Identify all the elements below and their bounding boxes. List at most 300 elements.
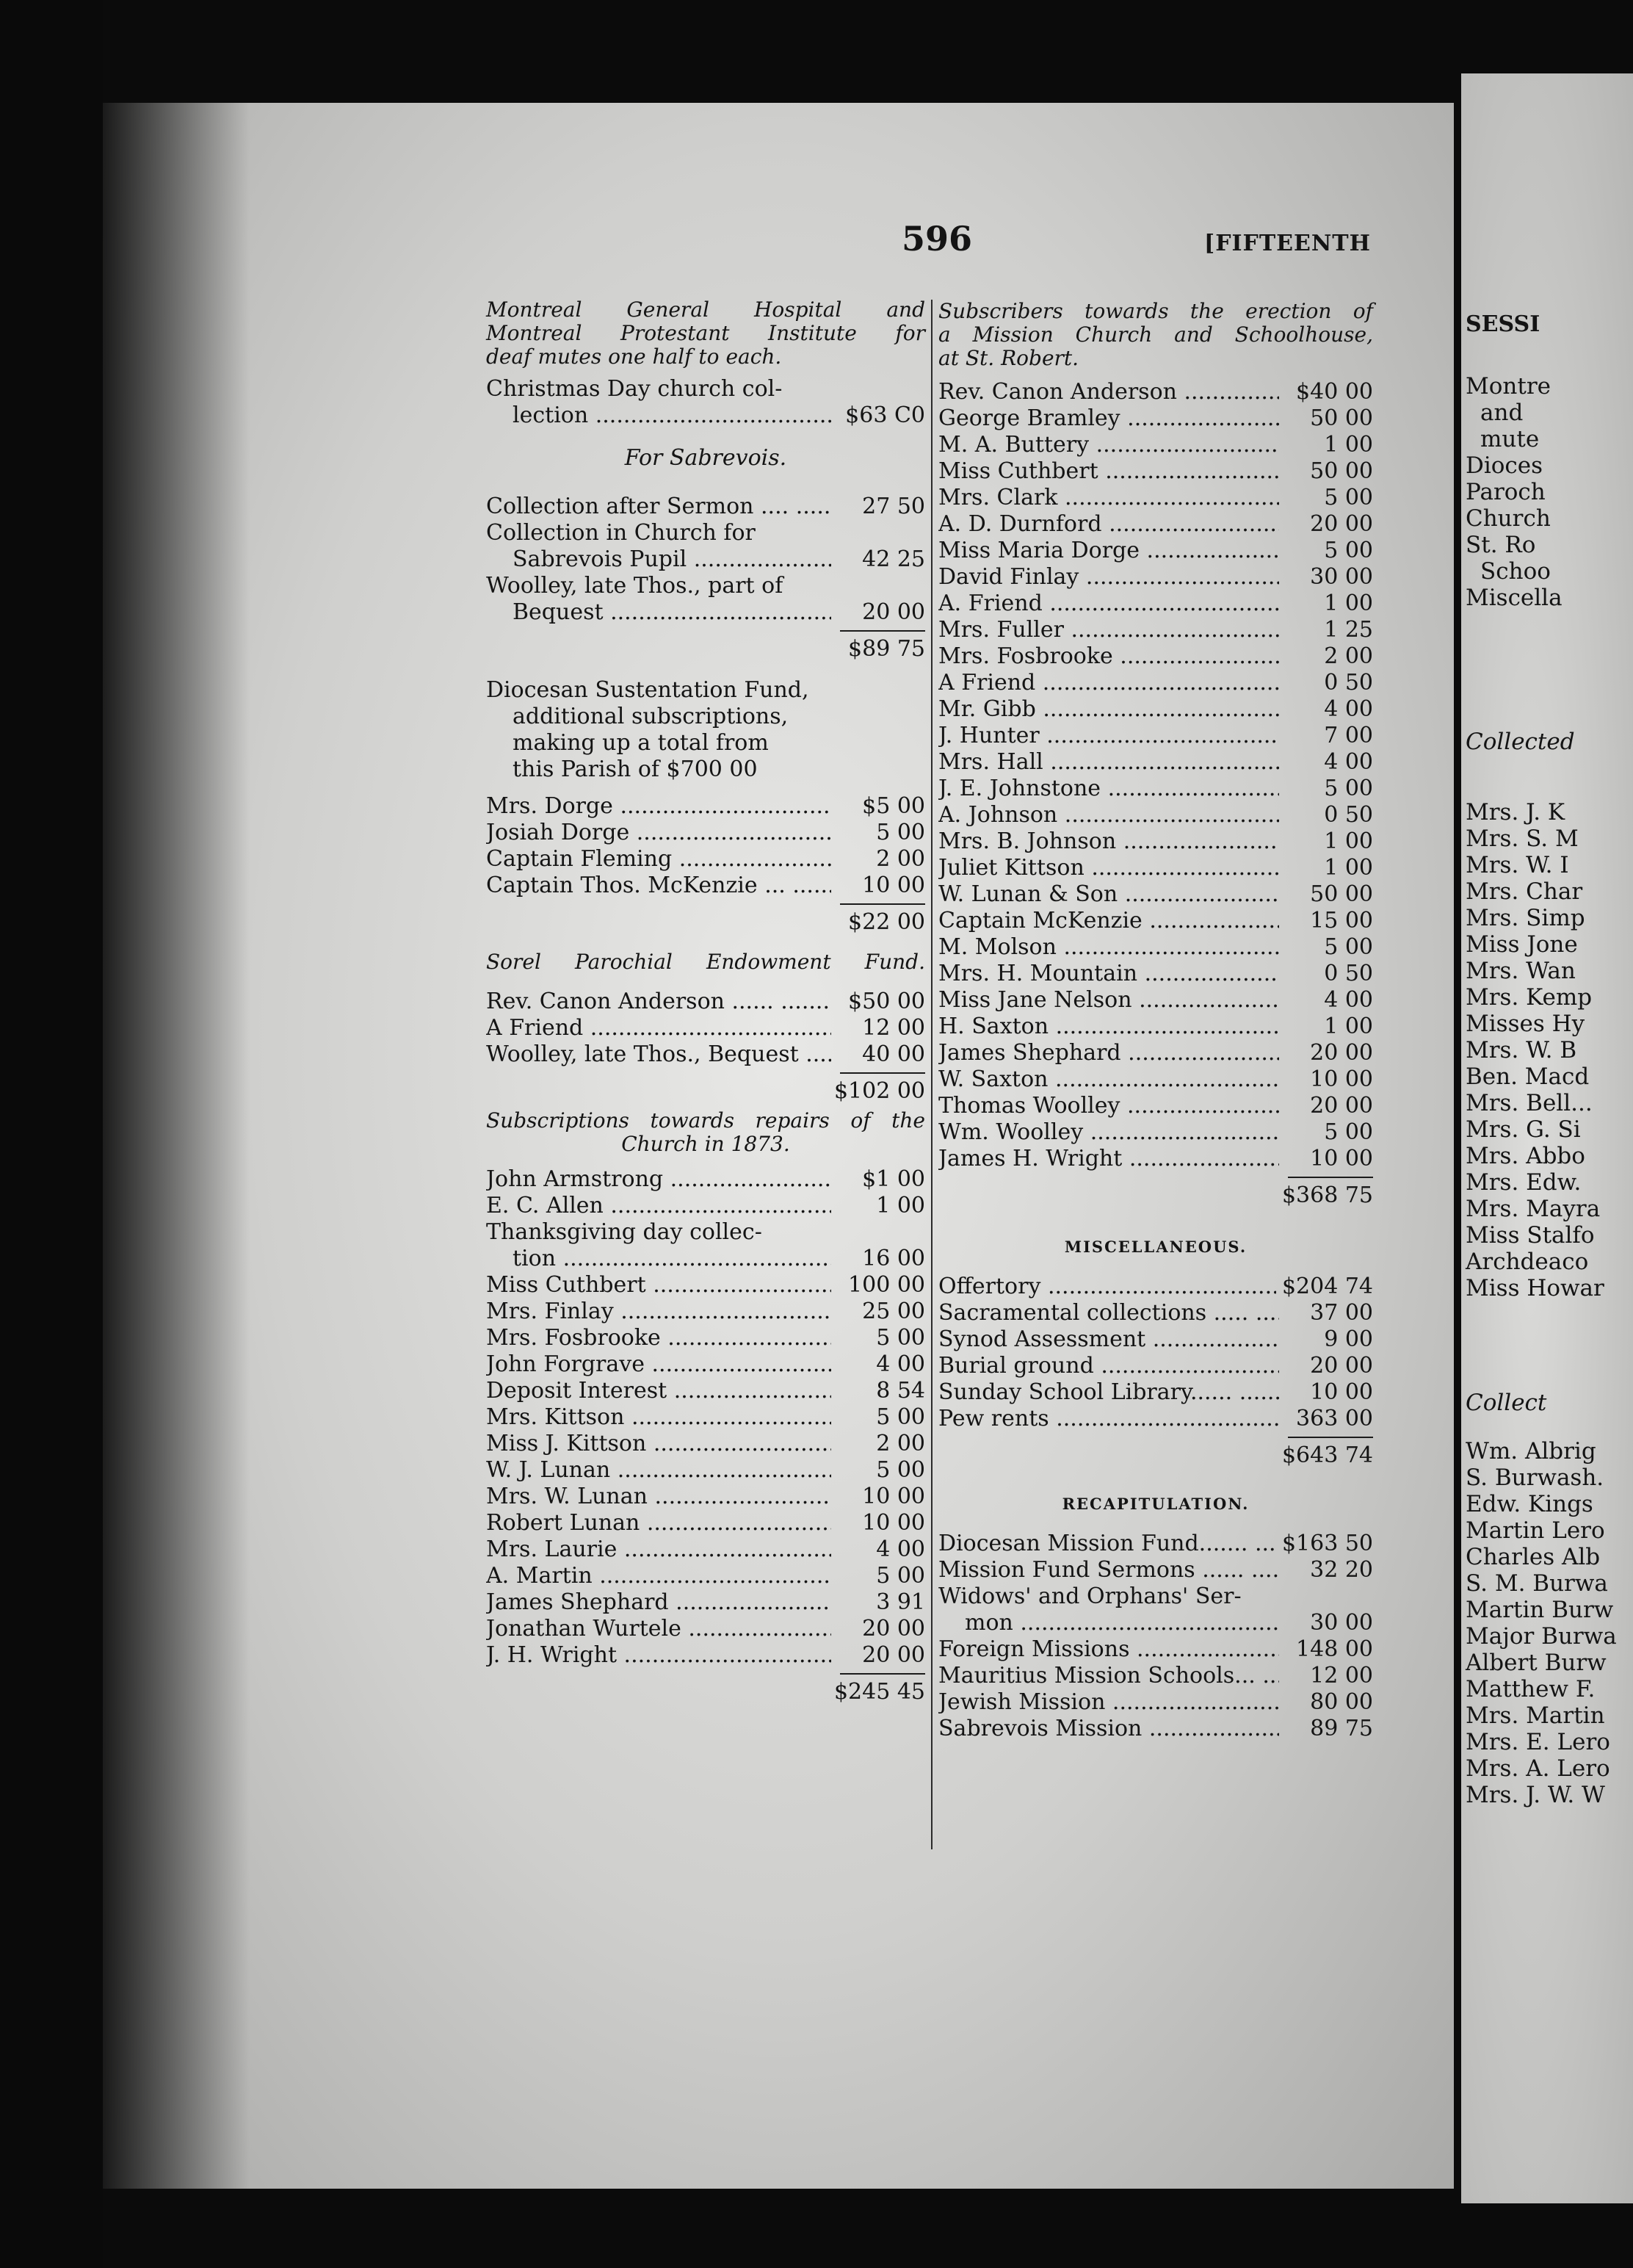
entry-amount: 1 00 — [1324, 432, 1373, 458]
entry-row — [938, 1274, 1373, 1300]
entry-amount: 20 00 — [862, 1642, 925, 1668]
facing-page-line: Charles Alb — [1466, 1544, 1601, 1570]
facing-running-head: SESSI — [1466, 311, 1540, 337]
entry-row — [486, 1563, 925, 1589]
entry-amount: 4 00 — [1324, 987, 1373, 1013]
entry-row — [938, 1716, 1373, 1742]
entry-name: James H. Wright ..... — [938, 1146, 1279, 1172]
facing-page-line: Mrs. Bell... — [1466, 1090, 1593, 1116]
entry-name: Mrs. W. Lunan ..... — [486, 1484, 831, 1510]
entry-row — [938, 828, 1373, 855]
entry-row — [486, 1589, 925, 1616]
entry-name: James Shephard ..... — [938, 1040, 1279, 1066]
entry-amount: 0 50 — [1324, 670, 1373, 696]
entry-row — [938, 723, 1373, 749]
entry-row — [486, 1616, 925, 1642]
entry-row — [938, 1146, 1373, 1172]
total-rule — [840, 1072, 925, 1074]
entry-name: Jonathan Wurtele ..... — [486, 1616, 831, 1642]
entry-amount: 2 00 — [876, 1431, 925, 1456]
entry-row — [938, 1557, 1373, 1583]
entry-name: J. Hunter ..... — [938, 723, 1279, 749]
entry-amount: 3 91 — [876, 1589, 925, 1615]
entry-name: George Bramley ..... — [938, 405, 1279, 432]
entry-name: M. A. Buttery ..... — [938, 432, 1279, 458]
facing-page-line: Ben. Macd — [1466, 1063, 1590, 1090]
entry-name: Mrs. Clark ..... — [938, 485, 1279, 511]
entry-row — [938, 458, 1373, 485]
hospital-heading-1: Montreal General Hospital and — [486, 297, 925, 322]
entry-row — [938, 1406, 1373, 1432]
entry-amount: 20 00 — [1310, 1040, 1373, 1066]
page-number: 596 — [902, 219, 973, 259]
diocesan-line-2: additional subscriptions, — [513, 704, 789, 729]
total-rule — [840, 903, 925, 905]
entry-row — [486, 520, 925, 546]
entry-name: Josiah Dorge ..... — [486, 820, 831, 846]
entry-name: A. Friend ..... — [938, 591, 1279, 617]
entry-row — [938, 987, 1373, 1014]
entry-row — [486, 599, 925, 626]
entry-row — [486, 989, 925, 1015]
entry-name: W. Saxton ..... — [938, 1066, 1279, 1093]
entry-amount: 1 00 — [1324, 591, 1373, 616]
entry-amount: $50 00 — [848, 989, 925, 1014]
facing-page-line: Mrs. G. Si — [1466, 1116, 1581, 1143]
entry-row — [938, 432, 1373, 458]
entry-amount: 16 00 — [862, 1246, 925, 1271]
entry-amount: 50 00 — [1310, 458, 1373, 484]
entry-name: Captain McKenzie ..... — [938, 908, 1279, 934]
entry-amount: 4 00 — [1324, 696, 1373, 722]
entry-amount: 5 00 — [1324, 485, 1373, 510]
entry-name: Collection in Church for — [486, 520, 756, 546]
entry-row — [486, 1431, 925, 1457]
mission-list — [938, 379, 1373, 1172]
entry-row — [938, 1610, 1373, 1636]
entry-name: Sunday School Library...... ..... — [938, 1379, 1279, 1406]
entry-name: Wm. Woolley ..... — [938, 1119, 1279, 1146]
facing-page-line: Mrs. Martin — [1466, 1702, 1605, 1729]
entry-amount: 5 00 — [876, 1325, 925, 1351]
entry-row — [938, 749, 1373, 776]
entry-row — [938, 1014, 1373, 1040]
facing-page-line: Mrs. Simp — [1466, 905, 1585, 931]
entry-name: A Friend ..... — [486, 1015, 831, 1041]
entry-name: Miss Jane Nelson ..... — [938, 987, 1279, 1014]
entry-amount: 20 00 — [1310, 1093, 1373, 1119]
entry-amount: 10 00 — [1310, 1066, 1373, 1092]
entry-name: W. J. Lunan ..... — [486, 1457, 831, 1484]
facing-page-line: Mrs. S. M — [1466, 826, 1579, 852]
entry-name: Mrs. H. Mountain ..... — [938, 961, 1279, 987]
entry-amount: 4 00 — [876, 1536, 925, 1562]
entry-row — [938, 1531, 1373, 1557]
entry-amount: 42 25 — [862, 546, 925, 572]
entry-name: Offertory ..... — [938, 1274, 1276, 1300]
facing-page-line: Mrs. Mayra — [1466, 1196, 1601, 1222]
entry-name: E. C. Allen ..... — [486, 1193, 831, 1219]
entry-name: Thomas Woolley ..... — [938, 1093, 1279, 1119]
entry-name: Rev. Canon Anderson ...... ..... — [486, 989, 831, 1015]
entry-row — [486, 1510, 925, 1536]
entry-name: Mrs. Dorge ..... — [486, 793, 831, 820]
entry-amount: 5 00 — [1324, 934, 1373, 960]
facing-page-line: Paroch — [1466, 479, 1546, 505]
entry-amount: 1 25 — [1324, 617, 1373, 643]
total-rule — [840, 1673, 925, 1675]
entry-row — [938, 538, 1373, 564]
entry-row — [486, 793, 925, 820]
facing-page-line: Miss Howar — [1466, 1275, 1604, 1301]
entry-name: W. Lunan & Son ..... — [938, 881, 1279, 908]
mission-heading-1: Subscribers towards the erection of — [938, 299, 1373, 323]
entry-name: Mauritius Mission Schools... ..... — [938, 1663, 1279, 1689]
entry-row — [938, 1689, 1373, 1716]
entry-name: Captain Fleming ..... — [486, 846, 831, 873]
hospital-heading-3: deaf mutes one half to each. — [486, 344, 782, 369]
entry-row — [486, 1351, 925, 1378]
entry-amount: 10 00 — [1310, 1146, 1373, 1171]
entry-name: Mr. Gibb ..... — [938, 696, 1279, 723]
entry-amount: 5 00 — [876, 1457, 925, 1483]
facing-page-line: Mrs. J. W. W — [1466, 1782, 1605, 1808]
facing-page-line: Mrs. W. I — [1466, 852, 1569, 878]
entry-name: James Shephard ..... — [486, 1589, 831, 1616]
entry-amount: 8 54 — [876, 1378, 925, 1404]
mission-heading-3: at St. Robert. — [938, 346, 1079, 370]
entry-amount: 30 00 — [1310, 564, 1373, 590]
facing-page-line: mute — [1480, 426, 1540, 452]
entry-row — [938, 961, 1373, 987]
entry-name: Widows' and Orphans' Ser- — [938, 1583, 1242, 1609]
entry-name: Sabrevois Mission ..... — [938, 1716, 1279, 1742]
entry-name: Juliet Kittson ..... — [938, 855, 1279, 881]
entry-row — [938, 1636, 1373, 1663]
total-rule — [1288, 1437, 1373, 1438]
mission-heading-2: a Mission Church and Schoolhouse, — [938, 322, 1373, 347]
entry-amount: 0 50 — [1324, 802, 1373, 828]
entry-amount: 12 00 — [1310, 1663, 1373, 1689]
entry-amount: 37 00 — [1310, 1300, 1373, 1326]
entry-amount: 2 00 — [876, 846, 925, 872]
entry-row — [938, 1066, 1373, 1093]
entry-row — [938, 485, 1373, 511]
entry-name: Mrs. Hall ..... — [938, 749, 1279, 776]
repairs-heading-1: Subscriptions towards repairs of the — [486, 1108, 925, 1133]
entry-amount: 5 00 — [876, 1563, 925, 1589]
entry-row — [938, 643, 1373, 670]
entry-amount: 50 00 — [1310, 881, 1373, 907]
sorel-list — [486, 989, 925, 1068]
facing-page-line: Mrs. W. B — [1466, 1037, 1577, 1063]
facing-page-line: Schoo — [1480, 558, 1551, 585]
entry-row — [938, 670, 1373, 696]
entry-name: Woolley, late Thos., part of — [486, 573, 783, 599]
entry-name: Thanksgiving day collec- — [486, 1219, 762, 1245]
diocesan-line-1: Diocesan Sustentation Fund, — [486, 677, 809, 703]
entry-name: Rev. Canon Anderson ..... — [938, 379, 1279, 405]
entry-name: A. D. Durnford ..... — [938, 511, 1279, 538]
entry-row — [486, 1193, 925, 1219]
facing-page-line: Miss Stalfo — [1466, 1222, 1595, 1249]
entry-row — [938, 696, 1373, 723]
entry-name: Miss Maria Dorge ..... — [938, 538, 1279, 564]
entry-row — [938, 1300, 1373, 1326]
misc-list — [938, 1274, 1373, 1432]
entry-name: J. H. Wright ..... — [486, 1642, 831, 1669]
facing-page-line: Martin Burw — [1466, 1597, 1614, 1623]
entry-name: Captain Thos. McKenzie ... ..... — [486, 873, 831, 899]
entry-amount: 1 00 — [1324, 855, 1373, 881]
sabrevois-total: $89 75 — [848, 636, 925, 662]
entry-name: Mrs. Finlay ..... — [486, 1299, 831, 1325]
entry-name: Woolley, late Thos., Bequest ..... — [486, 1041, 831, 1068]
facing-page-line: Mrs. Kemp — [1466, 984, 1593, 1011]
entry-row — [938, 379, 1373, 405]
entry-name: Christmas Day church col- — [486, 376, 783, 402]
diocesan-line-3: making up a total from — [513, 730, 769, 756]
entry-row — [486, 1325, 925, 1351]
facing-page-line: Mrs. Edw. — [1466, 1169, 1582, 1196]
entry-name: Collection after Sermon .... ..... — [486, 494, 831, 520]
entry-amount: $63 C0 — [845, 402, 925, 428]
column-rule — [931, 300, 933, 1849]
entry-amount: 5 00 — [876, 820, 925, 845]
facing-page-line: Mrs. Char — [1466, 878, 1583, 905]
entry-amount: 27 50 — [862, 494, 925, 519]
entry-name: Miss Cuthbert ..... — [938, 458, 1279, 485]
entry-amount: 15 00 — [1310, 908, 1373, 933]
entry-row — [938, 776, 1373, 802]
middle-column — [938, 300, 1373, 1742]
entry-amount: 12 00 — [862, 1015, 925, 1041]
entry-row — [486, 1246, 925, 1272]
entry-row — [938, 934, 1373, 961]
hospital-entry-line-2 — [486, 402, 925, 429]
entry-row — [938, 1583, 1373, 1610]
entry-amount: 0 50 — [1324, 961, 1373, 986]
entry-row — [486, 1272, 925, 1299]
entry-row — [486, 1536, 925, 1563]
entry-name: Mrs. Kittson ..... — [486, 1404, 831, 1431]
entry-name: Robert Lunan ..... — [486, 1510, 831, 1536]
entry-name: Mrs. B. Johnson ..... — [938, 828, 1279, 855]
running-head: [FIFTEENTH — [1204, 231, 1371, 256]
entry-amount: 9 00 — [1324, 1326, 1373, 1352]
entry-amount: 1 00 — [1324, 828, 1373, 854]
entry-amount: 20 00 — [1310, 511, 1373, 537]
entry-amount: $163 50 — [1281, 1531, 1373, 1556]
mission-total: $368 75 — [1281, 1182, 1373, 1208]
entry-amount: 5 00 — [876, 1404, 925, 1430]
entry-amount: 20 00 — [862, 599, 925, 625]
entry-row — [938, 1119, 1373, 1146]
facing-page-line: Misses Hy — [1466, 1011, 1585, 1037]
entry-amount: 50 00 — [1310, 405, 1373, 431]
facing-page-line: Wm. Albrig — [1466, 1438, 1596, 1465]
entry-name: M. Molson ..... — [938, 934, 1279, 961]
facing-page — [1461, 73, 1633, 2203]
entry-amount: 30 00 — [1310, 1610, 1373, 1636]
facing-page-line: S. Burwash. — [1466, 1465, 1604, 1491]
facing-page-line: Miscella — [1466, 585, 1563, 611]
entry-name: lection ..... — [486, 402, 831, 429]
repairs-heading-2: Church in 1873. — [621, 1132, 790, 1156]
recap-list — [938, 1531, 1373, 1742]
misc-heading: MISCELLANEOUS. — [1064, 1238, 1248, 1256]
facing-page-line: Mrs. E. Lero — [1466, 1729, 1610, 1755]
entry-row — [486, 873, 925, 899]
entry-name: Foreign Missions ..... — [938, 1636, 1279, 1663]
entry-amount: 10 00 — [862, 873, 925, 898]
facing-page-line: Miss Jone — [1466, 931, 1578, 958]
facing-page-line: Albert Burw — [1466, 1650, 1607, 1676]
entry-amount: 32 20 — [1310, 1557, 1373, 1583]
entry-row — [938, 511, 1373, 538]
facing-page-line: Collected — [1466, 729, 1575, 755]
entry-amount: 5 00 — [1324, 1119, 1373, 1145]
facing-page-line: Matthew F. — [1466, 1676, 1596, 1702]
entry-name: Burial ground ..... — [938, 1353, 1279, 1379]
entry-name: Diocesan Mission Fund....... ..... — [938, 1531, 1276, 1557]
entry-amount: $40 00 — [1296, 379, 1373, 405]
entry-amount: $1 00 — [862, 1166, 925, 1192]
facing-page-line: Collect — [1466, 1390, 1547, 1416]
facing-page-line: St. Ro — [1466, 532, 1536, 558]
hospital-entry — [486, 376, 925, 402]
entry-row — [486, 1484, 925, 1510]
entry-name: Synod Assessment ..... — [938, 1326, 1279, 1353]
entry-name: Miss Cuthbert ..... — [486, 1272, 831, 1299]
entry-amount: 7 00 — [1324, 723, 1373, 748]
entry-name: Mrs. Fuller ..... — [938, 617, 1279, 643]
entry-row — [486, 494, 925, 520]
facing-page-line: Archdeaco — [1466, 1249, 1589, 1275]
diocesan-line-4: this Parish of $700 00 — [513, 756, 758, 782]
binding-shadow — [103, 103, 250, 2189]
entry-amount: 80 00 — [1310, 1689, 1373, 1715]
facing-page-line: Mrs. A. Lero — [1466, 1755, 1610, 1782]
entry-row — [938, 855, 1373, 881]
entry-name: Sabrevois Pupil ..... — [486, 546, 831, 573]
entry-amount: 4 00 — [1324, 749, 1373, 775]
entry-row — [486, 573, 925, 599]
hospital-heading-2: Montreal Protestant Institute for — [486, 321, 925, 345]
entry-amount: 2 00 — [1324, 643, 1373, 669]
sabrevois-heading: For Sabrevois. — [624, 445, 787, 471]
entry-amount: 10 00 — [862, 1510, 925, 1536]
entry-amount: $204 74 — [1281, 1274, 1373, 1299]
facing-page-line: Martin Lero — [1466, 1517, 1605, 1544]
entry-name: Bequest ..... — [486, 599, 831, 626]
entry-row — [486, 1457, 925, 1484]
entry-name: Deposit Interest ..... — [486, 1378, 831, 1404]
repairs-list — [486, 1166, 925, 1669]
facing-page-line: Church — [1466, 505, 1551, 532]
recap-heading: RECAPITULATION. — [1062, 1495, 1250, 1513]
entry-row — [486, 846, 925, 873]
sorel-heading: Sorel Parochial Endowment Fund. — [486, 950, 925, 974]
entry-name: David Finlay ..... — [938, 564, 1279, 591]
entry-row — [938, 1093, 1373, 1119]
facing-page-line: Mrs. Wan — [1466, 958, 1576, 984]
entry-row — [486, 1404, 925, 1431]
facing-page-line: Dioces — [1466, 452, 1543, 479]
entry-amount: 4 00 — [876, 1351, 925, 1377]
entry-amount: 1 00 — [876, 1193, 925, 1218]
facing-page-line: Major Burwa — [1466, 1623, 1617, 1650]
entry-name: tion ..... — [486, 1246, 831, 1272]
entry-amount: 40 00 — [862, 1041, 925, 1067]
repairs-total: $245 45 — [833, 1679, 925, 1705]
entry-row — [938, 1663, 1373, 1689]
facing-page-line: S. M. Burwa — [1466, 1570, 1608, 1597]
total-rule — [840, 630, 925, 632]
facing-page-line: Mrs. J. K — [1466, 799, 1565, 826]
entry-row — [938, 1326, 1373, 1353]
entry-row — [486, 820, 925, 846]
entry-name: Mrs. Laurie ..... — [486, 1536, 831, 1563]
entry-row — [486, 1015, 925, 1041]
entry-row — [938, 1353, 1373, 1379]
entry-name: A. Martin ..... — [486, 1563, 831, 1589]
entry-name: Mrs. Fosbrooke ..... — [938, 643, 1279, 670]
sorel-total: $102 00 — [833, 1078, 925, 1104]
entry-amount: 25 00 — [862, 1299, 925, 1324]
entry-row — [486, 1299, 925, 1325]
entry-row — [486, 1041, 925, 1068]
sabrevois-list — [486, 494, 925, 626]
diocesan-text — [486, 677, 925, 783]
facing-page-line: Edw. Kings — [1466, 1491, 1593, 1517]
entry-amount: $5 00 — [862, 793, 925, 819]
entry-row — [486, 546, 925, 573]
entry-row — [486, 1642, 925, 1669]
entry-amount: 20 00 — [1310, 1353, 1373, 1379]
entry-amount: 1 00 — [1324, 1014, 1373, 1039]
facing-page-line: Mrs. Abbo — [1466, 1143, 1585, 1169]
entry-row — [938, 908, 1373, 934]
diocesan-list — [486, 793, 925, 899]
hospital-section — [486, 298, 925, 429]
entry-row — [486, 1166, 925, 1193]
facing-page-text — [1466, 311, 1633, 1808]
entry-row — [938, 405, 1373, 432]
entry-amount: 363 00 — [1296, 1406, 1373, 1431]
entry-amount: 148 00 — [1296, 1636, 1373, 1662]
entry-amount: 100 00 — [848, 1272, 925, 1298]
entry-row — [938, 881, 1373, 908]
left-column — [486, 298, 925, 1720]
entry-row — [938, 564, 1373, 591]
entry-amount: 5 00 — [1324, 776, 1373, 801]
entry-row — [938, 802, 1373, 828]
entry-name: Miss J. Kittson ..... — [486, 1431, 831, 1457]
entry-name: J. E. Johnstone ..... — [938, 776, 1279, 802]
entry-row — [938, 1040, 1373, 1066]
entry-row — [486, 1219, 925, 1246]
entry-name: John Armstrong ..... — [486, 1166, 831, 1193]
misc-total: $643 74 — [1281, 1442, 1373, 1468]
total-rule — [1288, 1177, 1373, 1178]
entry-row — [938, 591, 1373, 617]
entry-amount: 5 00 — [1324, 538, 1373, 563]
facing-page-line: and — [1480, 400, 1524, 426]
entry-name: Pew rents ..... — [938, 1406, 1279, 1432]
entry-name: Mission Fund Sermons ...... ..... — [938, 1557, 1279, 1583]
facing-page-line: Montre — [1466, 373, 1551, 400]
